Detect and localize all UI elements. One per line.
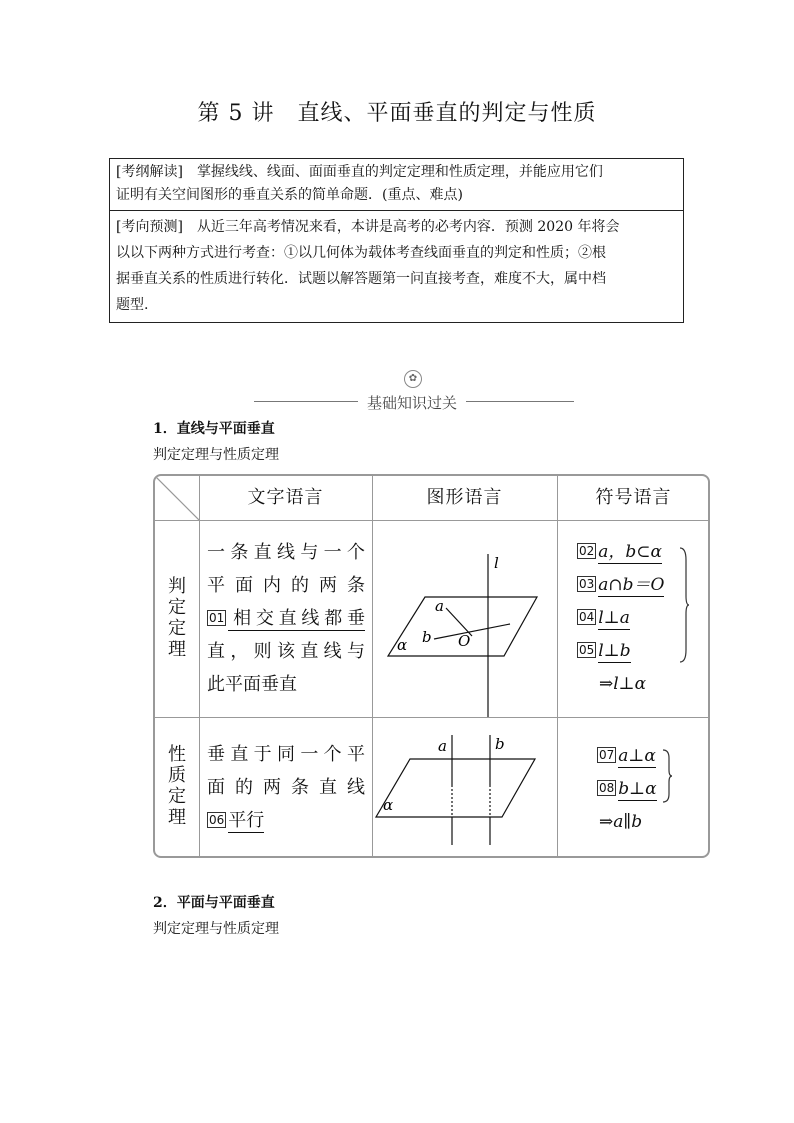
symbol-answer: b⊥α — [618, 779, 657, 799]
section2-heading: 2．平面与平面垂直 — [153, 895, 275, 911]
blank-number: 01 — [209, 611, 225, 625]
property-text — [207, 738, 365, 837]
row-label-char: 理 — [168, 807, 186, 828]
symbol-answer: l⊥b — [598, 641, 631, 661]
row-label-char: 性 — [168, 744, 186, 765]
text-line: 垂直于同一个平 — [207, 744, 365, 765]
symbol-line — [577, 569, 687, 602]
forecast-tag: [考向预测] — [116, 219, 183, 235]
property-symbols — [597, 740, 687, 839]
determination-text — [207, 536, 365, 701]
section-banner-label: 基础知识过关 — [366, 394, 457, 412]
right-brace-icon — [661, 748, 673, 804]
determination-symbols — [577, 536, 687, 701]
label-b: b — [422, 628, 432, 646]
forecast-text-1: 从近三年高考情况来看，本讲是高考的必考内容．预测 2020 年将会 — [196, 219, 620, 235]
conclusion: ⇒a∥b — [599, 812, 643, 832]
blank-number: 03 — [579, 577, 595, 591]
conclusion: ⇒l⊥α — [599, 674, 647, 694]
symbol-answer: a⊥α — [618, 746, 656, 766]
row-label-char: 定 — [168, 597, 186, 618]
label-a: a — [438, 737, 447, 755]
text-line: 一条直线与一个 — [207, 542, 365, 563]
blank-answer: 相交直线都垂 — [228, 608, 365, 629]
symbol-line — [577, 602, 687, 635]
row-label-determination — [155, 576, 199, 660]
forecast-text-4: 题型. — [116, 297, 149, 313]
blank-number: 05 — [579, 643, 595, 657]
text-line-with-blank — [207, 602, 365, 635]
symbol-answer: l⊥a — [598, 608, 630, 628]
exam-outline-section — [110, 159, 683, 211]
intro-box — [109, 158, 684, 323]
text-line: 面的两条直线 — [207, 777, 365, 798]
table-divider — [557, 476, 558, 856]
symbol-line — [597, 740, 687, 773]
section-banner — [254, 370, 574, 410]
blank-number: 02 — [579, 544, 595, 558]
label-alpha: α — [383, 796, 394, 814]
row-label-char: 定 — [168, 786, 186, 807]
symbol-line — [577, 536, 687, 569]
theorem-table — [153, 474, 710, 858]
row-label-char: 质 — [168, 765, 186, 786]
blank-number: 07 — [599, 748, 615, 762]
section1-subheading: 判定定理与性质定理 — [153, 447, 279, 463]
exam-outline-tag: [考纲解读] — [116, 164, 183, 180]
label-b: b — [495, 735, 505, 753]
right-brace-icon — [678, 546, 690, 664]
row-label-char: 判 — [168, 576, 186, 597]
text-line-with-blank — [207, 804, 365, 837]
blank-number: 04 — [579, 610, 595, 624]
symbol-answer: a∩b＝O — [598, 575, 665, 595]
row-label-char: 定 — [168, 618, 186, 639]
section1-heading: 1．直线与平面垂直 — [153, 421, 275, 437]
label-a: a — [435, 597, 444, 615]
exam-outline-text-2: 证明有关空间图形的垂直关系的简单命题．(重点、难点) — [116, 187, 463, 203]
leaf-icon: ✿ — [404, 370, 422, 388]
header-symbol-language: 符号语言 — [595, 487, 672, 508]
text-line: 此平面垂直 — [207, 674, 297, 695]
row-label-char: 理 — [168, 639, 186, 660]
label-o: O — [458, 632, 471, 650]
row-label-property — [155, 744, 199, 828]
blank-number: 06 — [209, 813, 225, 827]
banner-divider-right — [466, 401, 574, 402]
forecast-text-2: 以以下两种方式进行考查：①以几何体为载体考查线面垂直的判定和性质；②根 — [116, 245, 606, 261]
header-text-language: 文字语言 — [247, 487, 324, 508]
line-plane-perpendicular-diagram — [372, 520, 557, 717]
text-line: 直，则该直线与 — [207, 641, 365, 662]
forecast-text-3: 据垂直关系的性质进行转化．试题以解答题第一问直接考查，难度不大，属中档 — [116, 271, 606, 287]
page-title: 第 5 讲 直线、平面垂直的判定与性质 — [197, 101, 597, 126]
symbol-line — [597, 773, 687, 806]
corner-diagonal — [155, 476, 199, 520]
forecast-section — [110, 212, 683, 320]
blank-answer: 平行 — [228, 810, 265, 831]
label-alpha: α — [397, 636, 408, 654]
text-line: 平面内的两条 — [207, 575, 365, 596]
label-l: l — [494, 554, 499, 572]
symbol-answer: a，b⊂α — [598, 542, 663, 562]
section2-subheading: 判定定理与性质定理 — [153, 921, 279, 937]
header-figure-language: 图形语言 — [426, 487, 503, 508]
symbol-line — [577, 635, 687, 668]
banner-divider-left — [254, 401, 358, 402]
blank-number: 08 — [599, 781, 615, 795]
table-divider — [199, 476, 200, 856]
exam-outline-text-1: 掌握线线、线面、面面垂直的判定定理和性质定理，并能应用它们 — [196, 164, 603, 180]
parallel-lines-diagram — [372, 717, 557, 858]
